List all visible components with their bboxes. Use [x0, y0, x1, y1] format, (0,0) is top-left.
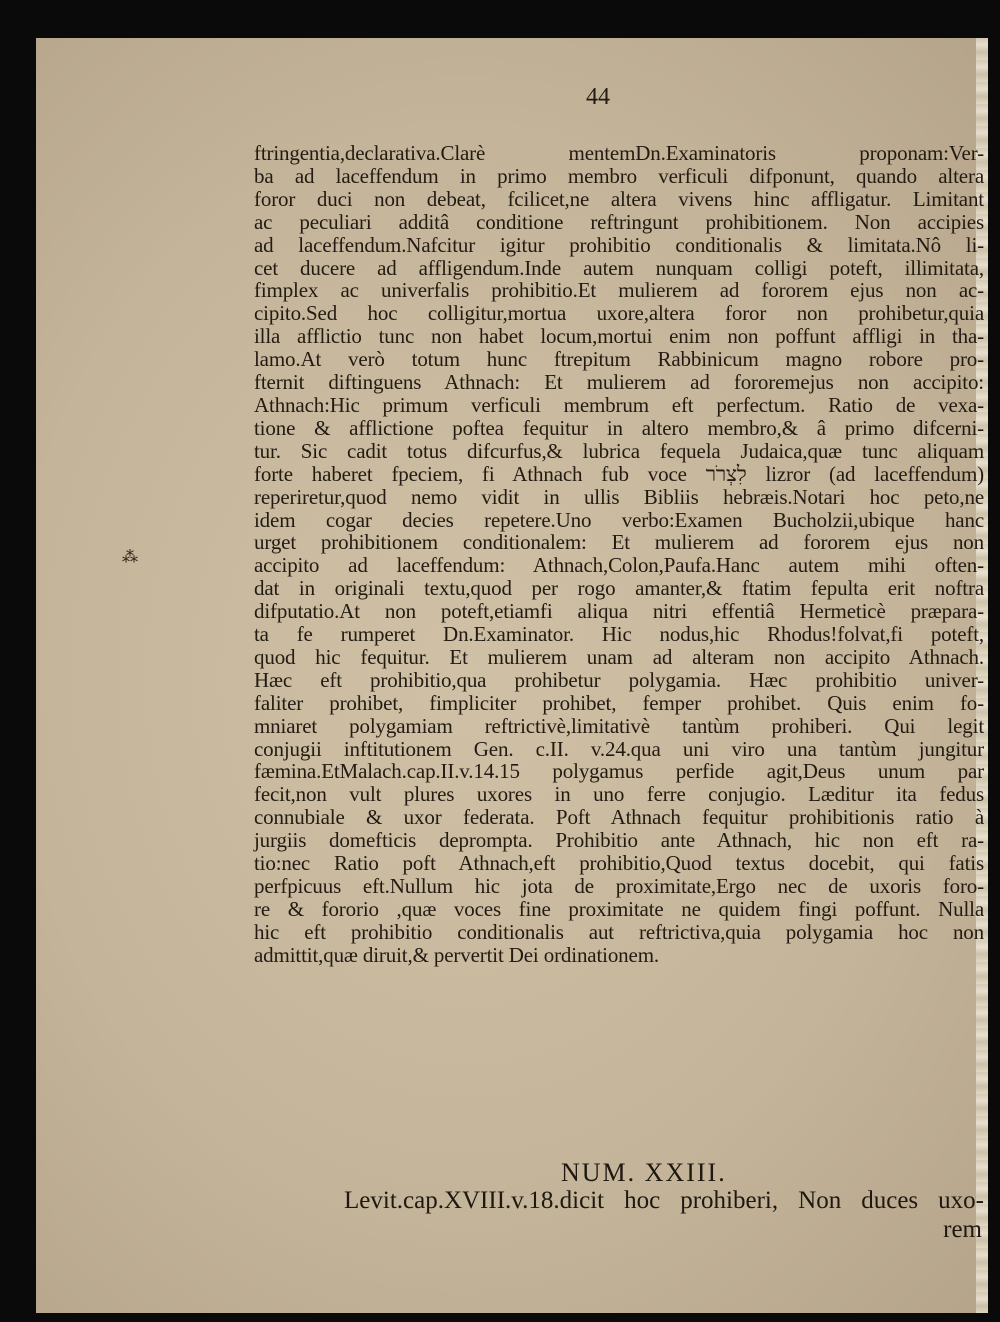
- text-line: connubiale & uxor federata. Poft Athnach fequitur prohibitionis ratio à: [254, 805, 984, 830]
- text-line: fæmina.EtMalach.cap.II.v.14.15 polygamus perfide agit,Deus unum par: [254, 759, 984, 784]
- text-line: forte haberet fpeciem, fi Athnach fub voce לִצְרֹר lizror (ad laceffendum): [254, 461, 984, 486]
- text-line: lamo.At verò totum hunc ftrepitum Rabbinicum magno robore pro-: [254, 347, 984, 372]
- text-line: reperiretur,quod nemo vidit in ullis Bibliis hebræis.Notari hoc peto,ne: [254, 484, 984, 509]
- text-line: ad laceffendum.Nafcitur igitur prohibitio conditionalis & limitata.Nô li-: [254, 232, 984, 257]
- text-line: dat in originali textu,quod per rogo amanter,& ftatim fepulta erit noftra: [254, 576, 984, 601]
- text-line: tur. Sic cadit totus difcurfus,& lubrica fequela Judaica,quæ tunc aliquam: [254, 438, 984, 463]
- text-line: urget prohibitionem conditionalem: Et mulierem ad fororem ejus non: [254, 530, 984, 555]
- text-line: jurgiis domefticis deprompta. Prohibitio ante Athnach, hic non eft ra-: [254, 828, 984, 853]
- text-line: tio:nec Ratio poft Athnach,eft prohibitio,Quod textus docebit, qui fatis: [254, 851, 984, 876]
- text-line: fecit,non vult plures uxores in uno ferre conjugio. Læditur ita fedus: [254, 782, 984, 807]
- ink-blot: ⁂: [122, 547, 138, 566]
- text-line: cipito.Sed hoc colligitur,mortua uxore,altera foror non prohibetur,quia: [254, 301, 984, 326]
- body-text: [254, 142, 984, 967]
- text-line: ba ad laceffendum in primo membro verficuli difponunt, quando altera: [254, 163, 984, 188]
- text-line: admittit,quæ diruit,& pervertit Dei ordinationem.: [254, 942, 659, 967]
- text-line: accipito ad laceffendum: Athnach,Colon,Paufa.Hanc autem mihi often-: [254, 553, 984, 578]
- page-number: 44: [586, 84, 610, 110]
- text-line: faliter prohibet, fimpliciter prohibet, femper prohibet. Quis enim fo-: [254, 690, 984, 715]
- text-line: ftringentia,declarativa.Clarè mentemDn.Examinatoris proponam:Ver-: [254, 141, 984, 165]
- text-line: fimplex ac univerfalis prohibitio.Et mulierem ad fororem ejus non ac-: [254, 278, 984, 303]
- text-line: cet ducere ad affligendum.Inde autem nunquam colligi poteft, illimitata,: [254, 255, 984, 280]
- text-line: perfpicuus eft.Nullum hic jota de proximitate,Ergo nec de uxoris foro-: [254, 874, 984, 898]
- book-page: [36, 38, 988, 1313]
- text-line: hic eft prohibitio conditionalis aut reftrictiva,quia polygamia hoc non: [254, 919, 984, 944]
- text-line: difputatio.At non poteft,etiamfi aliqua nitri effentiâ Hermeticè præpara-: [254, 599, 984, 624]
- text-line: fternit diftinguens Athnach: Et mulierem ad fororemejus non accipito:: [254, 370, 984, 395]
- text-line: re & fororio ,quæ voces fine proximitate ne quidem fingi poffunt. Nulla: [254, 896, 984, 921]
- text-line: illa afflictio tunc non habet locum,mortui enim non poffunt affligi in tha-: [254, 324, 984, 349]
- text-line: mniaret polygamiam reftrictivè,limitativè tantùm prohiberi. Qui legit: [254, 713, 984, 738]
- section-heading: NUM. XXIII.: [561, 1158, 727, 1187]
- text-line: idem cogar decies repetere.Uno verbo:Examen Bucholzii,ubique hanc: [254, 507, 984, 532]
- text-line: Athnach:Hic primum verficuli membrum eft perfectum. Ratio de vexa-: [254, 392, 984, 417]
- text-line: ac peculiari additâ conditione reftringunt prohibitionem. Non accipies: [254, 209, 984, 234]
- text-line: ta fe rumperet Dn.Examinator. Hic nodus,hic Rhodus!folvat,fi poteft,: [254, 622, 984, 647]
- text-line: quod hic fequitur. Et mulierem unam ad alteram non accipito Athnach.: [254, 644, 984, 669]
- text-line: tione & afflictione poftea fequitur in altero membro,& â primo difcerni-: [254, 415, 984, 440]
- text-line: Hæc eft prohibitio,qua prohibetur polygamia. Hæc prohibitio univer-: [254, 667, 984, 692]
- catchword: rem: [943, 1216, 982, 1243]
- section-first-line: Levit.cap.XVIII.v.18.dicit hoc prohiberi, Non duces uxo-: [344, 1187, 984, 1214]
- text-line: foror duci non debeat, fcilicet,ne altera vivens hinc affligatur. Limitant: [254, 186, 984, 211]
- text-line: conjugii inftitutionem Gen. c.II. v.24.qua uni viro una tantùm jungitur: [254, 736, 984, 761]
